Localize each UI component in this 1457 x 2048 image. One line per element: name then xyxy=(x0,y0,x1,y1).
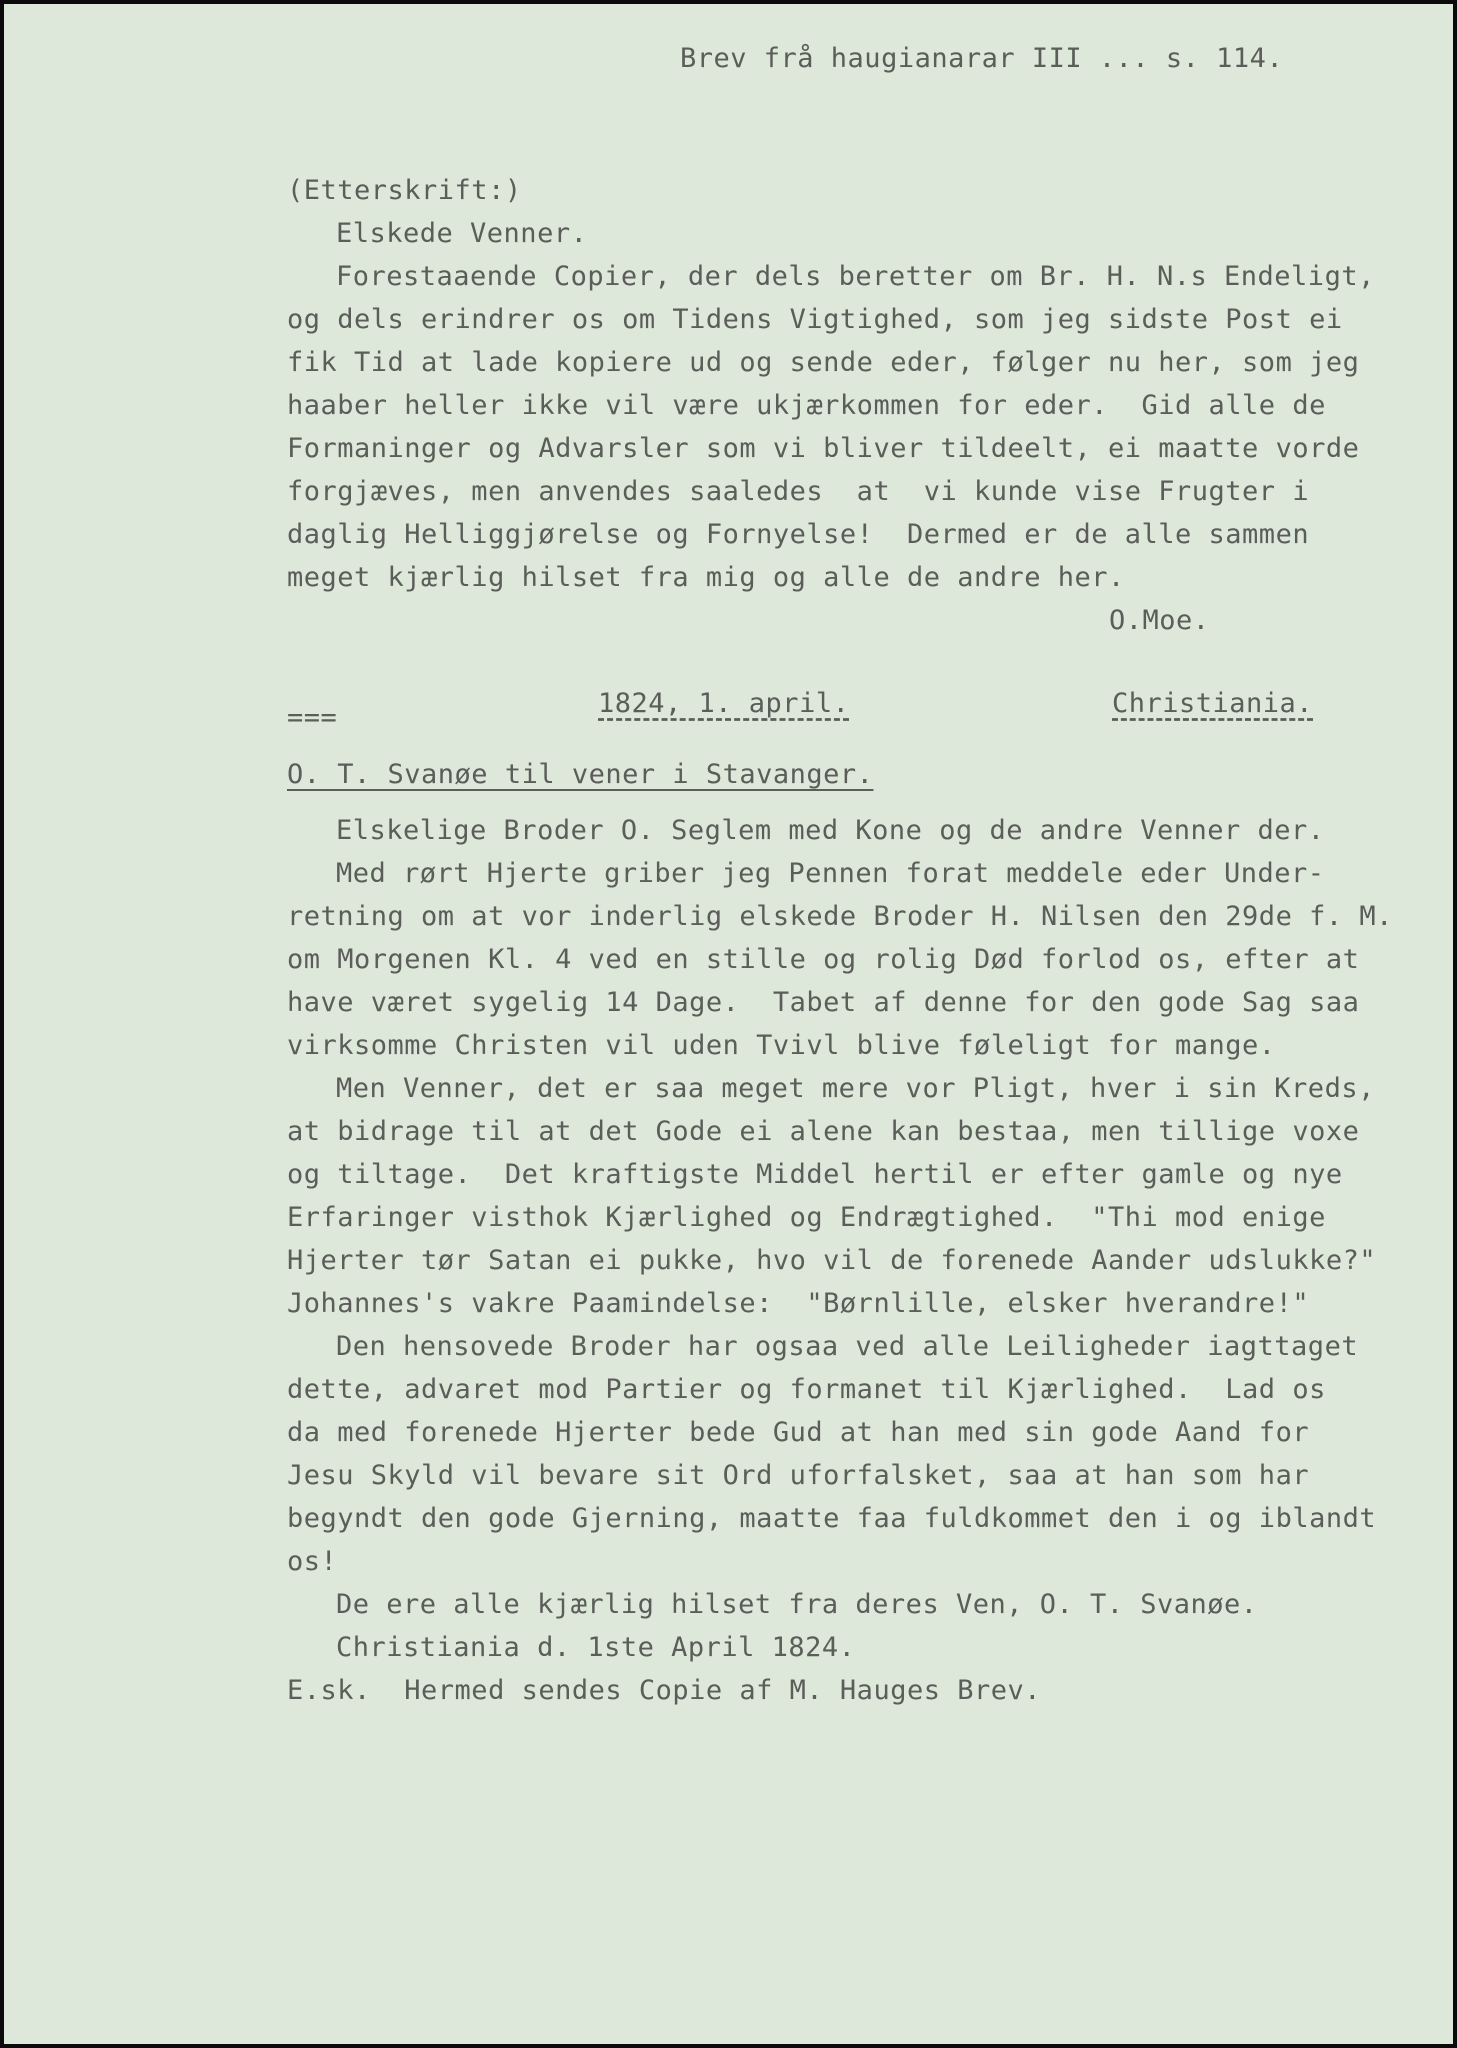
letter-dateline: Christiania d. 1ste April 1824. xyxy=(336,1632,856,1663)
letter-line: og tiltage. Det kraftigste Middel hertil er efter gamle og nye xyxy=(287,1159,1343,1190)
letter-line: begyndt den gode Gjerning, maatte faa fuldkommet den i og iblandt xyxy=(287,1503,1377,1534)
letter-line: Elskelige Broder O. Seglem med Kone og de andre Venner der. xyxy=(336,815,1325,846)
letter-line: have været sygelig 14 Dage. Tabet af denne for den gode Sag saa xyxy=(287,987,1360,1018)
letter-line: Men Venner, det er saa meget mere vor Pligt, hver i sin Kreds, xyxy=(336,1073,1375,1104)
postscript-line: Formaninger og Advarsler som vi bliver tildeelt, ei maatte vorde xyxy=(287,433,1360,464)
letter-place: Christiania. xyxy=(1112,688,1314,719)
letter-line: virksomme Christen vil uden Tvivl blive føleligt for mange. xyxy=(287,1030,1276,1061)
letter-title: O. T. Svanøe til vener i Stavanger. xyxy=(287,759,874,790)
letter-line: dette, advaret mod Partier og formanet til Kjærlighed. Lad os xyxy=(287,1374,1326,1405)
letter-line: Hjerter tør Satan ei pukke, hvo vil de forenede Aander udslukke?" xyxy=(287,1245,1377,1276)
postscript-line: og dels erindrer os om Tidens Vigtighed, som jeg sidste Post ei xyxy=(287,304,1343,335)
postscript-line: fik Tid at lade kopiere ud og sende eder, følger nu her, som jeg xyxy=(287,347,1360,378)
letter-line: at bidrage til at det Gode ei alene kan bestaa, men tillige voxe xyxy=(287,1116,1360,1147)
letter-date: 1824, 1. april. xyxy=(598,688,850,719)
letter-line: Med rørt Hjerte griber jeg Pennen forat meddele eder Under- xyxy=(336,858,1325,889)
letter-closing: De ere alle kjærlig hilset fra deres Ven, O. T. Svanøe. xyxy=(336,1589,1258,1620)
section-marker: === xyxy=(287,702,338,733)
letter-line: Erfaringer visthok Kjærlighed og Endrægtighed. "Thi mod enige xyxy=(287,1202,1326,1233)
letter-line: Johannes's vakre Paamindelse: "Børnlille, elsker hverandre!" xyxy=(287,1288,1310,1319)
letter-line: retning om at vor inderlig elskede Broder H. Nilsen den 29de f. M. xyxy=(287,901,1393,932)
postscript-line: haaber heller ikke vil være ukjærkommen for eder. Gid alle de xyxy=(287,390,1326,421)
letter-line: Jesu Skyld vil bevare sit Ord uforfalsket, saa at han som har xyxy=(287,1460,1310,1491)
letter-line: os! xyxy=(287,1546,338,1577)
letter-line: om Morgenen Kl. 4 ved en stille og rolig Død forlod os, efter at xyxy=(287,944,1360,975)
postscript-signature: O.Moe. xyxy=(1109,605,1210,636)
letter-postscript: E.sk. Hermed sendes Copie af M. Hauges Brev. xyxy=(287,1675,1041,1706)
postscript-line: Forestaaende Copier, der dels beretter om Br. H. N.s Endeligt, xyxy=(336,261,1375,292)
postscript-label: (Etterskrift:) xyxy=(287,175,522,206)
document-page xyxy=(4,4,1453,2044)
letter-line: da med forenede Hjerter bede Gud at han med sin gode Aand for xyxy=(287,1417,1310,1448)
postscript-salutation: Elskede Venner. xyxy=(336,218,588,249)
postscript-line: meget kjærlig hilset fra mig og alle de andre her. xyxy=(287,562,1125,593)
letter-line: Den hensovede Broder har ogsaa ved alle Leiligheder iagttaget xyxy=(336,1331,1359,1362)
postscript-line: forgjæves, men anvendes saaledes at vi kunde vise Frugter i xyxy=(287,476,1310,507)
page-reference: Brev frå haugianarar III ... s. 114. xyxy=(680,43,1284,74)
postscript-line: daglig Helliggjørelse og Fornyelse! Dermed er de alle sammen xyxy=(287,519,1310,550)
